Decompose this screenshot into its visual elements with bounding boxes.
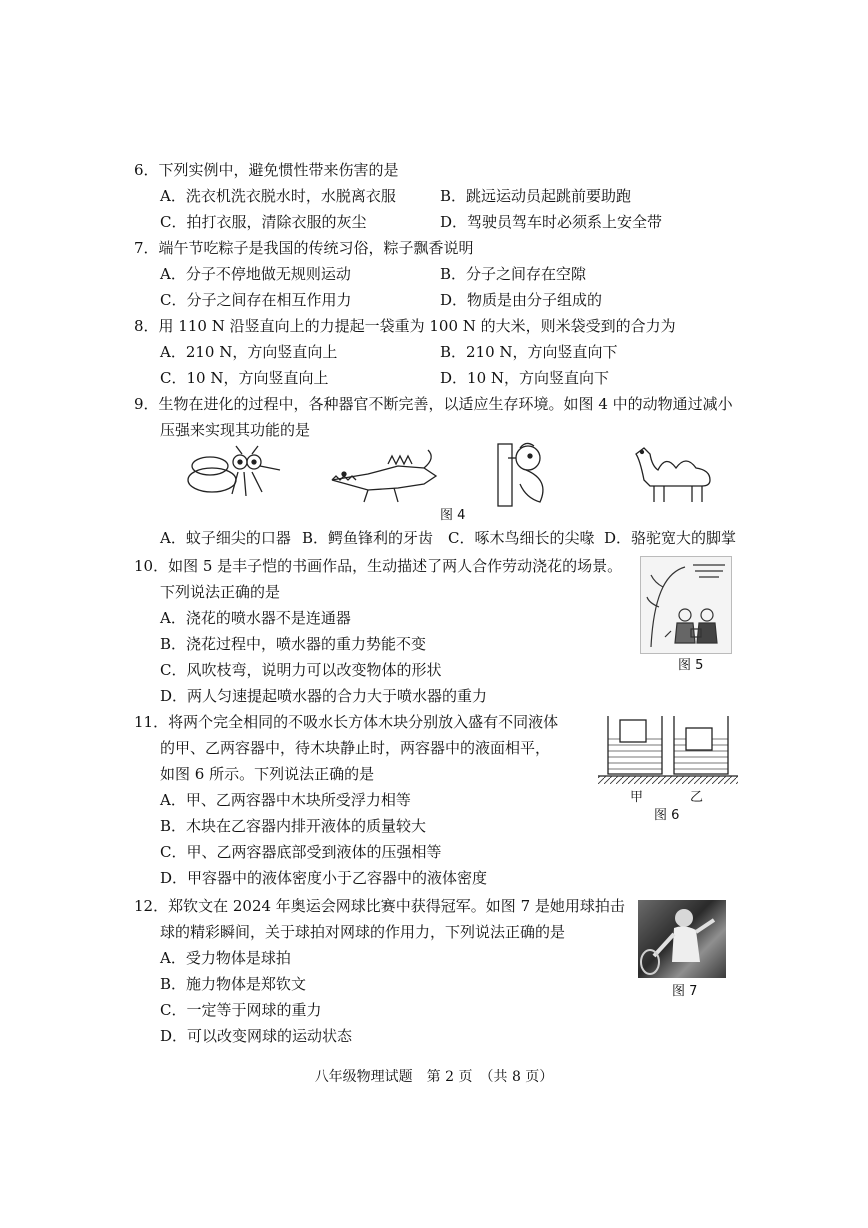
question-7-option-d: D．物质是由分子组成的 [440, 291, 603, 309]
tennis-player-photo [638, 900, 726, 978]
figure-5-caption: 图 5 [678, 658, 704, 673]
camel-figure [630, 440, 720, 508]
container-yi-label: 乙 [690, 790, 704, 805]
question-9-stem-line2: 压强来实现其功能的是 [160, 421, 311, 439]
question-8-stem: 8．用 110 N 沿竖直向上的力提起一袋重为 100 N 的大米，则米袋受到的合力为 [134, 317, 676, 335]
question-7-option-c: C．分子之间存在相互作用力 [160, 291, 352, 309]
question-11-option-a: A．甲、乙两容器中木块所受浮力相等 [160, 791, 411, 809]
question-9-option-d: D．骆驼宽大的脚掌 [604, 529, 737, 547]
crocodile-figure [328, 446, 438, 506]
question-6-option-b: B．跳远运动员起跳前要助跑 [440, 187, 632, 205]
question-11-stem-line1: 11．将两个完全相同的不吸水长方体木块分别放入盛有不同液体 [134, 713, 559, 731]
question-7-option-a: A．分子不停地做无规则运动 [160, 265, 351, 283]
question-8-option-d: D．10 N，方向竖直向下 [440, 369, 610, 387]
question-12-stem-line2: 球的精彩瞬间，关于球拍对网球的作用力，下列说法正确的是 [160, 923, 566, 941]
question-12-option-c: C．一定等于网球的重力 [160, 1001, 322, 1019]
question-10-stem-line2: 下列说法正确的是 [160, 583, 281, 601]
question-6-option-d: D．驾驶员驾车时必须系上安全带 [440, 213, 663, 231]
question-8-option-c: C．10 N，方向竖直向上 [160, 369, 329, 387]
question-9-option-b: B．鳄鱼锋利的牙齿 [302, 529, 434, 547]
question-12-stem-line1: 12．郑钦文在 2024 年奥运会网球比赛中获得冠军。如图 7 是她用球拍击 [134, 897, 625, 915]
question-8-option-a: A．210 N，方向竖直向上 [160, 343, 338, 361]
mosquito-figure [182, 444, 282, 508]
question-10-option-a: A．浇花的喷水器不是连通器 [160, 609, 351, 627]
question-10-option-c: C．风吹枝弯，说明力可以改变物体的形状 [160, 661, 442, 679]
question-11-option-d: D．甲容器中的液体密度小于乙容器中的液体密度 [160, 869, 488, 887]
question-10-option-b: B．浇花过程中，喷水器的重力势能不变 [160, 635, 427, 653]
question-11-option-b: B．木块在乙容器内排开液体的质量较大 [160, 817, 427, 835]
question-10-option-d: D．两人匀速提起喷水器的合力大于喷水器的重力 [160, 687, 488, 705]
question-11-option-c: C．甲、乙两容器底部受到液体的压强相等 [160, 843, 442, 861]
figure-4-caption: 图 4 [440, 508, 466, 523]
question-8-option-b: B．210 N，方向竖直向下 [440, 343, 618, 361]
question-12-option-d: D．可以改变网球的运动状态 [160, 1027, 353, 1045]
question-9-option-a: A．蚊子细尖的口器 [160, 529, 291, 547]
question-11-stem-line3: 如图 6 所示。下列说法正确的是 [160, 765, 375, 783]
painting-figure [640, 556, 732, 654]
question-12-option-b: B．施力物体是郑钦文 [160, 975, 307, 993]
question-9-stem-line1: 9．生物在进化的过程中，各种器官不断完善，以适应生存环境。如图 4 中的动物通过减小 [134, 395, 733, 413]
figure-6-caption: 图 6 [654, 808, 680, 823]
question-9-option-c: C．啄木鸟细长的尖喙 [448, 529, 595, 547]
question-6-option-a: A．洗衣机洗衣脱水时，水脱离衣服 [160, 187, 396, 205]
question-11-stem-line2: 的甲、乙两容器中，待木块静止时，两容器中的液面相平， [160, 739, 551, 757]
container-jia-label: 甲 [630, 790, 644, 805]
figure-7-caption: 图 7 [672, 984, 698, 999]
question-6-option-c: C．拍打衣服，清除衣服的灰尘 [160, 213, 367, 231]
containers-figure [598, 712, 738, 788]
woodpecker-figure [490, 440, 560, 508]
question-10-stem-line1: 10．如图 5 是丰子恺的书画作品，生动描述了两人合作劳动浇花的场景。 [134, 557, 623, 575]
question-12-option-a: A．受力物体是球拍 [160, 949, 291, 967]
page-footer: 八年级物理试题 第 2 页 （共 8 页） [314, 1069, 554, 1085]
question-7-stem: 7．端午节吃粽子是我国的传统习俗，粽子飘香说明 [134, 239, 474, 257]
question-7-option-b: B．分子之间存在空隙 [440, 265, 587, 283]
question-6-stem: 6．下列实例中，避免惯性带来伤害的是 [134, 161, 399, 179]
